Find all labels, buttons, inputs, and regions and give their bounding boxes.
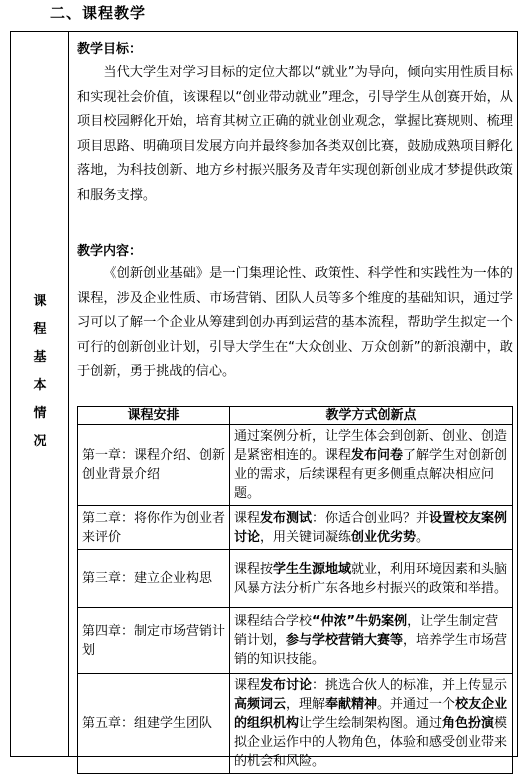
chapter-cell: 第五章：组建学生团队 — [78, 674, 230, 774]
method-text: 。 — [416, 529, 430, 545]
method-text-bold: 角色扮演 — [442, 716, 495, 731]
method-text: 模拟企业运作中的人物角色，体验和感受创业带来的机会和风险。 — [234, 716, 508, 769]
method-text: 课程结合学校 — [234, 614, 313, 629]
content-label: 教学内容： — [77, 244, 143, 259]
method-text: ，让学生制定营销计划， — [234, 614, 499, 648]
vertical-label-char: 情 — [33, 406, 47, 421]
vertical-label-char: 况 — [33, 434, 47, 449]
table-row — [78, 608, 513, 674]
method-text: ，培养学生市场营销的知识技能。 — [234, 633, 508, 667]
method-text-bold: 设置校友案例讨论 — [234, 510, 508, 545]
table-row — [78, 425, 513, 506]
method-text: 。并通过一个 — [377, 697, 456, 712]
method-text: 了解学生对创新创业的需求，后续课程有更多侧重点解决相应问题。 — [234, 448, 508, 501]
goal-label: 教学目标： — [77, 42, 143, 57]
vertical-label — [11, 295, 69, 463]
table-header-row — [78, 407, 513, 425]
header-schedule: 课程安排 — [78, 407, 230, 425]
method-cell — [230, 608, 513, 674]
content-text: 《创新创业基础》是一门集理论性、政策性、科学性和实践性为一体的课程，涉及企业性质、市场营销、团队人员等多个维度的基础知识，通过学习可以了解一个企业从筹建到创办再到运营的基本流程，帮助学生拟定一个可行的创新创业计划，引导大学生在“大众创业、万众创新”的新浪潮中，敢于创新，勇于挑战的信心。 — [77, 266, 513, 379]
method-text: 让学生绘制架构图。通过 — [299, 716, 443, 731]
method-text-bold: “仲浓”牛奶案例 — [312, 614, 408, 629]
method-text: 就业，利用环境因素和头脑风暴方法分析广东各地乡村振兴的政策和举措。 — [234, 561, 508, 596]
method-text-bold: 参与学校营销大赛等 — [286, 633, 404, 648]
method-cell — [230, 550, 513, 608]
method-text: 课程 — [234, 510, 261, 526]
method-text: 通过案例分析，让学生体会到创新、创业、创造是紧密相连的。课程 — [234, 429, 508, 463]
vertical-label-char: 程 — [33, 322, 47, 337]
method-text: ：你适合创业吗？并 — [312, 510, 430, 526]
schedule-table — [77, 406, 513, 774]
goal-text: 当代大学生对学习目标的定位大都以“就业”为导向，倾向实用性质目标和实现社会价值，该课程以“创业带动就业”理念，引导学生从创赛开始，从项目校园孵化开始，培育其树立正确的就业创业观念，掌握比赛规则、梳理项目思路、明确项目发展方向并最终参加各类双创比赛，鼓励成熟项目孵化落地，为科技创新、地方乡村振兴服务及青年实现创新创业成才梦提供政策和服务支撑。 — [77, 65, 513, 203]
course-info-box — [10, 31, 518, 769]
chapter-cell: 第四章：制定市场营销计划 — [78, 608, 230, 674]
chapter-cell: 第三章：建立企业构思 — [78, 550, 230, 608]
section-heading: 二、课程教学 — [50, 4, 147, 22]
chapter-cell: 第二章：将你作为创业者来评价 — [78, 506, 230, 550]
vertical-label-char: 基 — [33, 350, 47, 365]
table-row — [78, 550, 513, 608]
method-text-bold: 高频词云 — [234, 697, 287, 712]
header-innovation: 教学方式创新点 — [230, 407, 513, 425]
method-text-bold: 学生生源地域 — [273, 561, 352, 577]
method-text-bold: 发布讨论 — [260, 678, 313, 693]
table-row — [78, 506, 513, 550]
chapter-cell: 第一章：课程介绍、创新创业背景介绍 — [78, 425, 230, 506]
method-text-bold: 发布问卷 — [351, 448, 404, 463]
method-text: ：挑选合伙人的标准，并上传显示 — [312, 678, 508, 693]
vertical-label-char: 课 — [33, 294, 47, 309]
content-column — [69, 32, 517, 769]
method-text: 课程 — [234, 678, 261, 693]
vertical-label-char: 本 — [33, 378, 47, 393]
method-text: ，用关键词凝练 — [260, 529, 352, 545]
left-label-column — [11, 32, 69, 756]
method-text: ，理解 — [286, 697, 326, 712]
method-text-bold: 奉献精神 — [325, 697, 378, 712]
method-text-bold: 发布测试 — [260, 510, 313, 526]
method-text-bold: 创业优劣势 — [351, 529, 417, 545]
method-cell — [230, 425, 513, 506]
method-cell — [230, 506, 513, 550]
method-text-bold: 校友企业的组织机构 — [234, 697, 508, 731]
method-text: 课程按 — [234, 561, 274, 577]
